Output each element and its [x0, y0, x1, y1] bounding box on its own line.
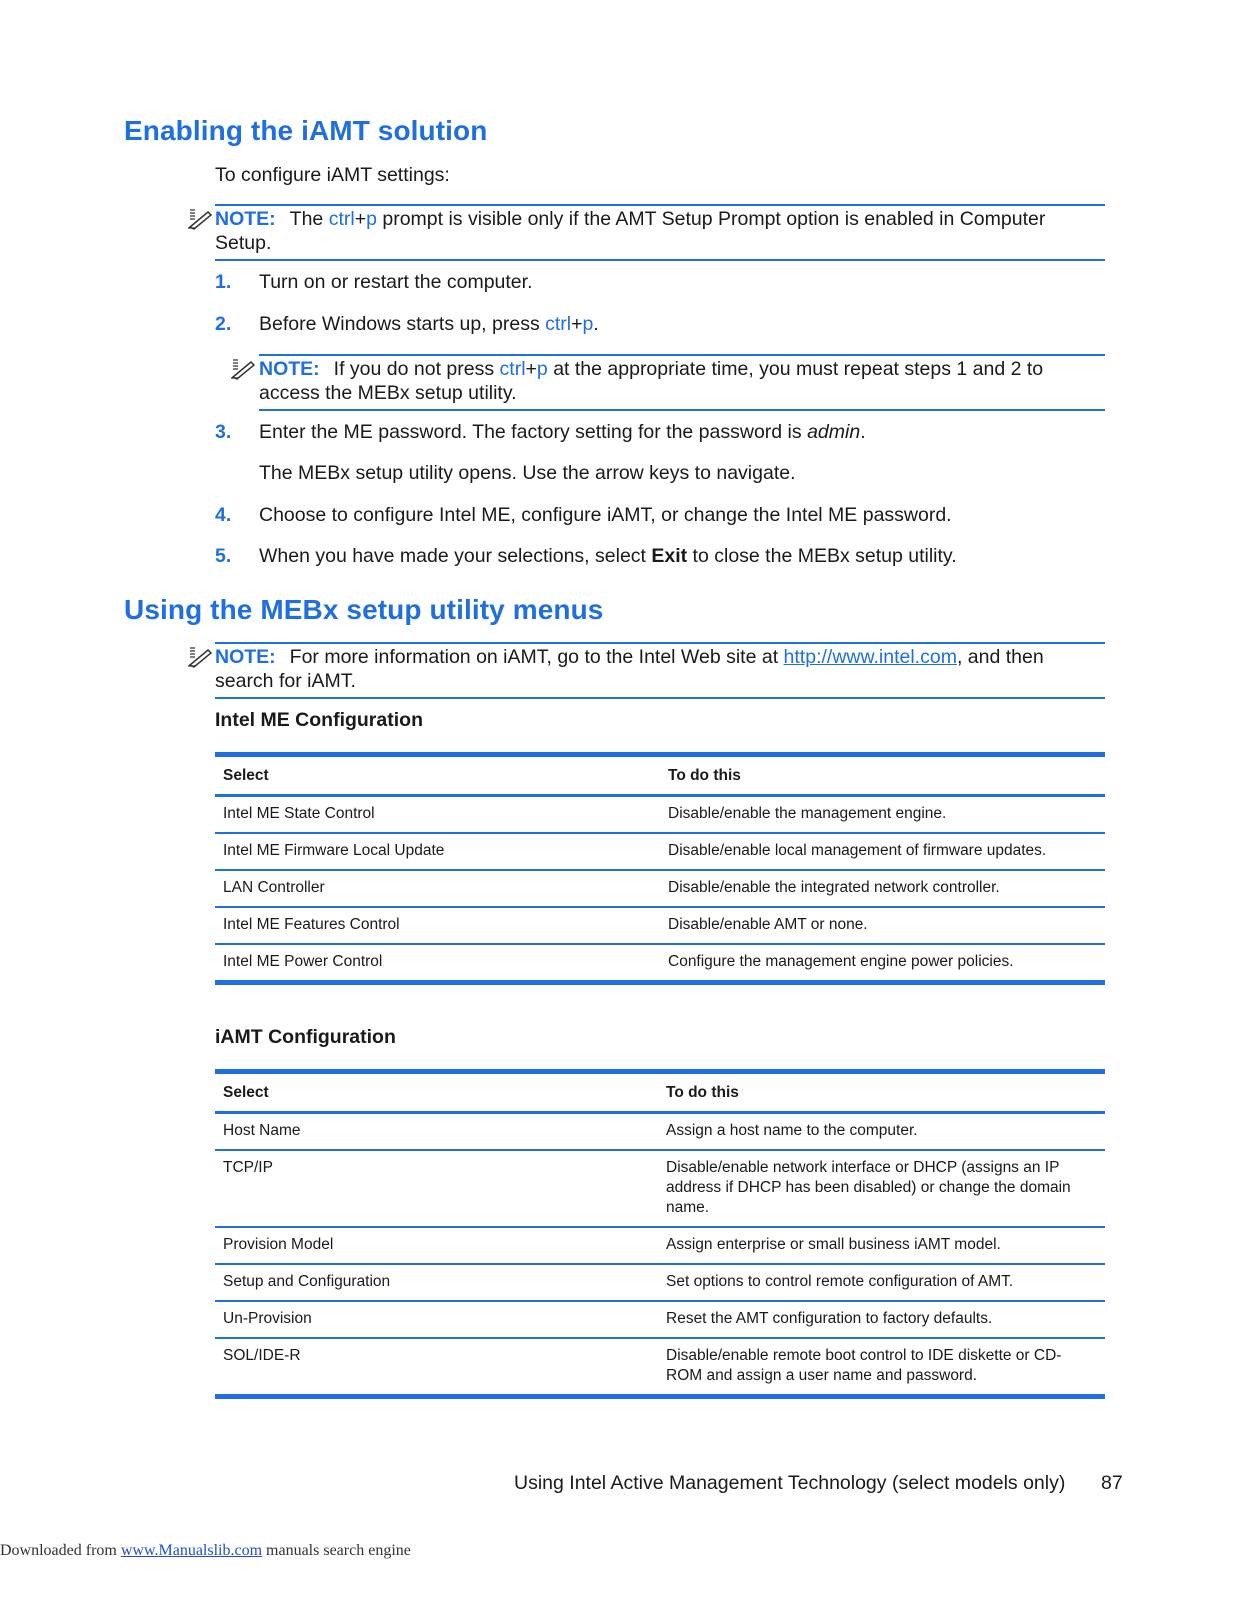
- key-ctrl: ctrl: [545, 313, 572, 335]
- note-label: NOTE:: [215, 646, 276, 668]
- table-header-row: [215, 1072, 1105, 1113]
- select-cell: Intel ME Features Control: [215, 907, 660, 944]
- table-row: [215, 870, 1105, 907]
- step-text: Before Windows starts up, press ctrl+p.: [259, 313, 599, 335]
- action-cell: Disable/enable remote boot control to IDE diskette or CD-ROM and assign a user name and password.: [658, 1338, 1105, 1397]
- column-header: To do this: [660, 755, 1105, 796]
- table-row: [215, 1264, 1105, 1301]
- section-title: Enabling the iAMT solution: [124, 115, 488, 146]
- key-p: p: [536, 358, 548, 380]
- page-number: 87: [1101, 1472, 1123, 1494]
- intel-me-config-table: [215, 752, 1105, 985]
- select-cell: Intel ME Power Control: [215, 944, 660, 983]
- select-cell: Provision Model: [215, 1227, 658, 1264]
- column-header: Select: [215, 755, 660, 796]
- password-value: admin: [807, 421, 861, 443]
- table-row: [215, 1227, 1105, 1264]
- action-cell: Disable/enable AMT or none.: [660, 907, 1105, 944]
- note-intel-site: [215, 642, 1105, 699]
- table-row: [215, 1301, 1105, 1338]
- note-pencil-icon: [187, 208, 213, 230]
- download-text-end: manuals search engine: [262, 1542, 411, 1559]
- note-text: For more information on iAMT, go to the Intel Web site at: [289, 646, 784, 668]
- step-number: 1.: [215, 271, 232, 293]
- action-cell: Disable/enable local management of firmware updates.: [660, 833, 1105, 870]
- table-row: [215, 1338, 1105, 1397]
- step-followup-text: The MEBx setup utility opens. Use the arrow keys to navigate.: [259, 462, 796, 484]
- key-plus: +: [525, 358, 537, 380]
- step-number: 3.: [215, 421, 232, 443]
- section-title: Using the MEBx setup utility menus: [124, 594, 604, 625]
- step-text: When you have made your selections, select Exit to close the MEBx setup utility.: [259, 545, 957, 567]
- note-pencil-icon: [187, 646, 213, 668]
- select-cell: Intel ME State Control: [215, 796, 660, 834]
- table-row: [215, 1113, 1105, 1151]
- column-header: To do this: [658, 1072, 1105, 1113]
- action-cell: Reset the AMT configuration to factory defaults.: [658, 1301, 1105, 1338]
- column-header: Select: [215, 1072, 658, 1113]
- action-cell: Disable/enable the management engine.: [660, 796, 1105, 834]
- note-text-end: at the appropriate time, you must repeat steps 1 and 2 to access the MEBx setup utility.: [259, 358, 1044, 404]
- key-plus: +: [571, 313, 583, 335]
- note-pencil-icon: [230, 358, 256, 380]
- key-p: p: [366, 208, 377, 230]
- select-cell: LAN Controller: [215, 870, 660, 907]
- table-header-row: [215, 755, 1105, 796]
- step-text: Choose to configure Intel ME, configure iAMT, or change the Intel ME password.: [259, 504, 952, 526]
- exit-keyword: Exit: [651, 545, 688, 567]
- iamt-config-table: [215, 1069, 1105, 1399]
- step-number: 5.: [215, 545, 232, 567]
- chapter-footer: Using Intel Active Management Technology (select models only): [514, 1472, 1066, 1494]
- action-cell: Assign enterprise or small business iAMT model.: [658, 1227, 1105, 1264]
- manualslib-link[interactable]: www.Manualslib.com: [120, 1542, 263, 1559]
- select-cell: Host Name: [215, 1113, 658, 1151]
- download-text: Downloaded from: [0, 1542, 121, 1559]
- table-title: iAMT Configuration: [215, 1026, 396, 1048]
- table-row: [215, 944, 1105, 983]
- select-cell: Un-Provision: [215, 1301, 658, 1338]
- step-text: Turn on or restart the computer.: [259, 271, 533, 293]
- table-row: [215, 796, 1105, 834]
- action-cell: Configure the management engine power policies.: [660, 944, 1105, 983]
- action-cell: Disable/enable the integrated network controller.: [660, 870, 1105, 907]
- table-row: [215, 833, 1105, 870]
- action-cell: Disable/enable network interface or DHCP (assigns an IP address if DHCP has been disabled) or change the domain name.: [658, 1150, 1105, 1227]
- note-repeat-steps: [259, 354, 1105, 411]
- download-banner: [0, 1542, 411, 1560]
- key-plus: +: [354, 208, 367, 230]
- key-ctrl: ctrl: [328, 208, 355, 230]
- note-text: The: [289, 208, 329, 230]
- select-cell: Intel ME Firmware Local Update: [215, 833, 660, 870]
- note-text-end: , and then search for iAMT.: [215, 646, 1044, 692]
- note-label: NOTE:: [215, 208, 276, 230]
- note-label: NOTE:: [259, 358, 320, 380]
- action-cell: Assign a host name to the computer.: [658, 1113, 1105, 1151]
- intro-text: To configure iAMT settings:: [215, 164, 450, 186]
- note-ctrl-p: [215, 204, 1105, 261]
- select-cell: Setup and Configuration: [215, 1264, 658, 1301]
- action-cell: Set options to control remote configuration of AMT.: [658, 1264, 1105, 1301]
- key-ctrl: ctrl: [499, 358, 526, 380]
- select-cell: SOL/IDE-R: [215, 1338, 658, 1397]
- select-cell: TCP/IP: [215, 1150, 658, 1227]
- note-text: If you do not press: [333, 358, 500, 380]
- key-p: p: [582, 313, 594, 335]
- table-title: Intel ME Configuration: [215, 709, 423, 731]
- table-row: [215, 1150, 1105, 1227]
- table-row: [215, 907, 1105, 944]
- step-number: 4.: [215, 504, 232, 526]
- step-number: 2.: [215, 313, 232, 335]
- note-text-end: prompt is visible only if the AMT Setup Prompt option is enabled in Computer Setup.: [215, 208, 1046, 254]
- step-text: Enter the ME password. The factory setting for the password is admin.: [259, 421, 866, 443]
- intel-website-link[interactable]: http://www.intel.com: [783, 646, 957, 668]
